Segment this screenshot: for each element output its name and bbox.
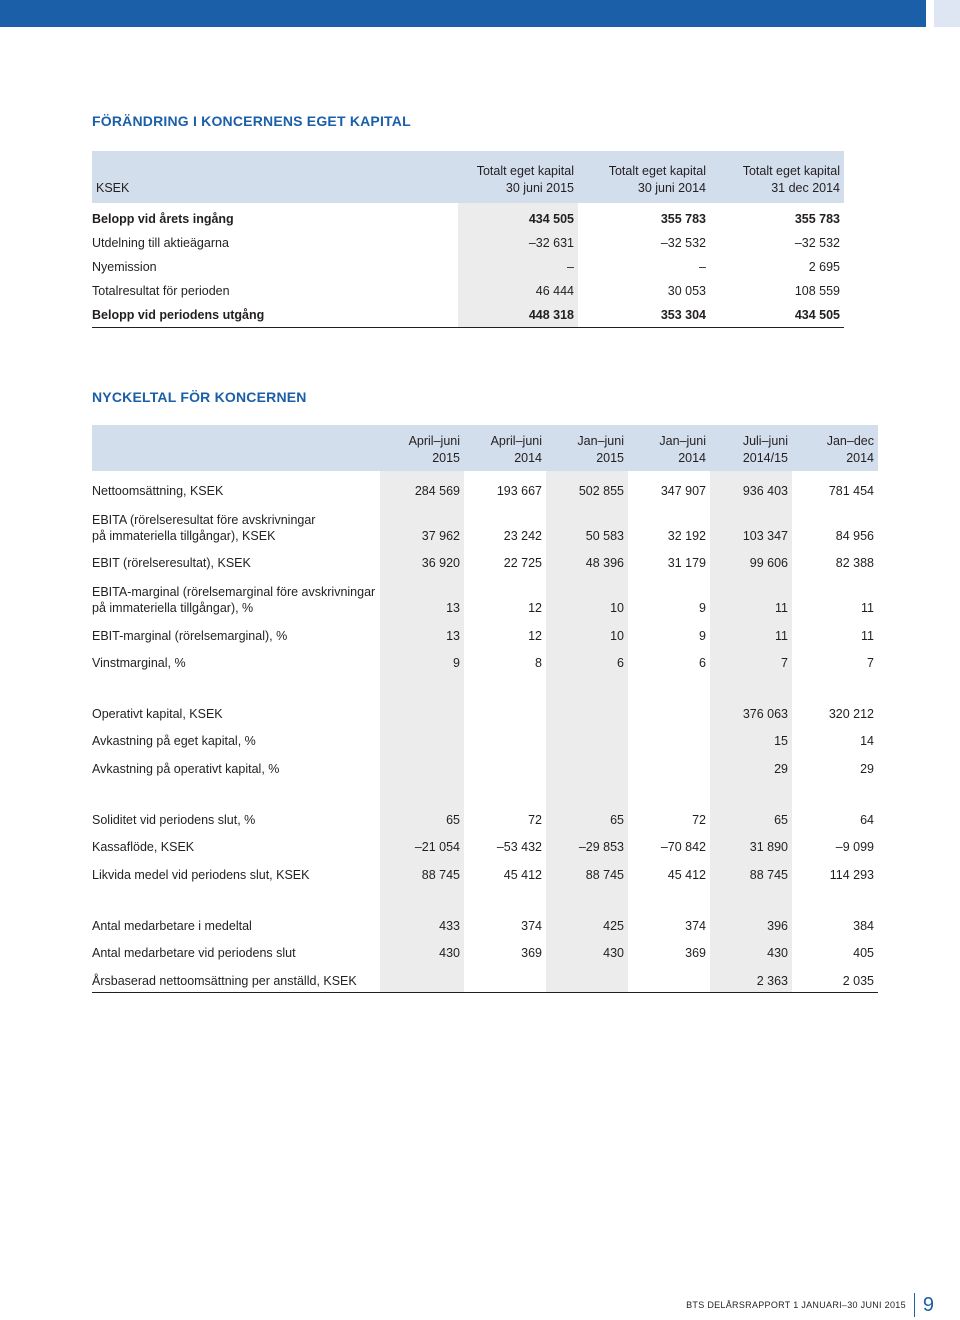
kpi-cell: 193 667	[496, 484, 542, 498]
kpi-cell: 65	[710, 804, 792, 831]
top-accent-bar	[0, 0, 926, 27]
kpi-cell: 396	[710, 910, 792, 937]
kpi-cell: 31 179	[667, 556, 706, 571]
kpi-cell: 9	[699, 601, 706, 616]
equity-cell: 30 053	[667, 284, 706, 298]
kpi-cell: –70 842	[660, 840, 706, 855]
kpi-cell: 29	[710, 752, 792, 779]
kpi-cell: 84 956	[835, 529, 874, 543]
kpi-cell	[380, 752, 464, 779]
kpi-cell: 2 035	[792, 964, 878, 992]
kpi-cell: 50 583	[546, 502, 628, 547]
kpi-cell: 11	[861, 628, 874, 643]
kpi-cell: 13	[380, 574, 464, 619]
kpi-col-header: Jan–juni 2015	[546, 425, 628, 471]
kpi-cell: 12	[528, 628, 542, 643]
equity-row	[92, 255, 844, 279]
kpi-col-header: April–juni 2015	[380, 425, 464, 471]
kpi-cell: 10	[546, 619, 628, 646]
kpi-cell: 11	[710, 619, 792, 646]
kpi-spacer-cell	[628, 674, 710, 698]
page-number: 9	[922, 1293, 934, 1316]
kpi-cell: 374	[521, 918, 542, 933]
kpi-spacer-row	[92, 780, 878, 804]
kpi-cell: 88 745	[380, 858, 464, 885]
kpi-cell: 65	[546, 804, 628, 831]
equity-cell: 108 559	[794, 284, 840, 298]
kpi-cell	[380, 964, 464, 992]
kpi-cell: 374	[685, 918, 706, 933]
kpi-spacer-cell	[792, 886, 878, 910]
kpi-row-label: Nettoomsättning, KSEK	[92, 484, 224, 498]
kpi-spacer-cell	[792, 780, 878, 804]
kpi-cell: 405	[853, 946, 874, 961]
kpi-cell: 433	[380, 910, 464, 937]
kpi-row-label: Antal medarbetare i medeltal	[92, 918, 252, 933]
equity-col-header: Totalt eget kapital 30 juni 2014	[578, 151, 710, 203]
equity-cell: 355 783	[660, 212, 706, 226]
kpi-cell	[546, 725, 628, 752]
kpi-cell: 32 192	[667, 529, 706, 543]
kpi-spacer-cell	[464, 780, 546, 804]
kpi-row-label: Soliditet vid periodens slut, %	[92, 813, 256, 828]
kpi-cell: 320 212	[828, 707, 874, 722]
kpi-cell	[464, 698, 546, 725]
equity-cell: –32 631	[458, 231, 578, 255]
kpi-cell: 13	[380, 619, 464, 646]
kpi-row-label: EBIT-marginal (rörelsemarginal), %	[92, 628, 288, 643]
equity-row-label: Nyemission	[92, 260, 157, 274]
kpi-spacer-cell	[710, 780, 792, 804]
kpi-cell	[464, 964, 546, 992]
kpi-cell: 22 725	[503, 556, 542, 571]
equity-row	[92, 203, 844, 231]
kpi-cell: 103 347	[710, 502, 792, 547]
kpi-row-label: Operativt kapital, KSEK	[92, 707, 223, 722]
equity-cell: 448 318	[458, 303, 578, 328]
kpi-cell: 6	[699, 655, 706, 670]
kpi-cell: 82 388	[835, 556, 874, 571]
equity-section-title: FÖRÄNDRING I KONCERNENS EGET KAPITAL	[92, 113, 411, 129]
kpi-cell: 48 396	[546, 547, 628, 574]
kpi-spacer-cell	[710, 674, 792, 698]
equity-row	[92, 303, 844, 328]
equity-cell: 355 783	[794, 212, 840, 226]
kpi-row	[92, 502, 878, 547]
kpi-cell: 347 907	[660, 484, 706, 498]
kpi-cell: 7	[710, 647, 792, 674]
kpi-row-label: EBIT (rörelseresultat), KSEK	[92, 556, 251, 571]
kpi-row	[92, 619, 878, 646]
top-accent-tab	[934, 0, 960, 27]
equity-cell: 46 444	[458, 279, 578, 303]
kpi-cell	[380, 725, 464, 752]
kpi-cell	[628, 752, 710, 779]
kpi-cell	[628, 964, 710, 992]
kpi-cell: 6	[546, 647, 628, 674]
kpi-spacer-cell	[628, 886, 710, 910]
kpi-section-title: NYCKELTAL FÖR KONCERNEN	[92, 389, 307, 405]
kpi-row-label: Likvida medel vid periodens slut, KSEK	[92, 867, 310, 882]
equity-header-row	[92, 151, 844, 203]
kpi-row-label: Avkastning på operativt kapital, %	[92, 761, 280, 776]
kpi-row	[92, 698, 878, 725]
kpi-row	[92, 647, 878, 674]
kpi-row	[92, 752, 878, 779]
kpi-cell	[628, 698, 710, 725]
kpi-row	[92, 964, 878, 992]
kpi-cell: 65	[380, 804, 464, 831]
kpi-cell: 936 403	[710, 471, 792, 502]
kpi-cell: 376 063	[710, 698, 792, 725]
kpi-col-header: April–juni 2014	[464, 425, 546, 471]
equity-col-header: Totalt eget kapital 31 dec 2014	[710, 151, 844, 203]
equity-cell: –32 532	[794, 236, 840, 250]
kpi-row	[92, 471, 878, 502]
kpi-cell: 430	[546, 937, 628, 964]
equity-col-header: Totalt eget kapital 30 juni 2015	[458, 151, 578, 203]
kpi-cell: 502 855	[546, 471, 628, 502]
kpi-col-header: Juli–juni 2014/15	[710, 425, 792, 471]
equity-table	[92, 151, 844, 328]
equity-row	[92, 231, 844, 255]
kpi-spacer-cell	[628, 780, 710, 804]
kpi-row-label: Antal medarbetare vid periodens slut	[92, 946, 296, 961]
equity-row-label: Utdelning till aktieägarna	[92, 236, 229, 250]
kpi-cell: –9 099	[835, 840, 874, 855]
kpi-spacer-row	[92, 886, 878, 910]
kpi-spacer-cell	[546, 780, 628, 804]
kpi-spacer-cell	[464, 886, 546, 910]
kpi-cell: 369	[521, 946, 542, 961]
kpi-cell	[464, 725, 546, 752]
kpi-cell: 36 920	[380, 547, 464, 574]
kpi-spacer-cell	[92, 780, 380, 804]
equity-cell: 434 505	[458, 203, 578, 231]
kpi-cell: 425	[546, 910, 628, 937]
kpi-cell: –29 853	[546, 831, 628, 858]
kpi-cell: 2 363	[710, 964, 792, 992]
kpi-row	[92, 910, 878, 937]
kpi-cell: 430	[710, 937, 792, 964]
kpi-cell: 384	[853, 918, 874, 933]
kpi-cell: 45 412	[503, 867, 542, 882]
kpi-cell: 72	[692, 813, 706, 828]
kpi-row-label: Avkastning på eget kapital, %	[92, 734, 256, 749]
kpi-row-label: Vinstmarginal, %	[92, 655, 186, 670]
kpi-spacer-cell	[710, 886, 792, 910]
kpi-cell: 7	[867, 655, 874, 670]
kpi-spacer-cell	[92, 886, 380, 910]
equity-unit-label: KSEK	[92, 151, 458, 203]
kpi-cell: 72	[528, 813, 542, 828]
equity-cell: 434 505	[710, 303, 844, 328]
kpi-cell: 284 569	[380, 471, 464, 502]
kpi-spacer-cell	[464, 674, 546, 698]
page-footer	[686, 1292, 934, 1318]
kpi-spacer-cell	[380, 780, 464, 804]
kpi-spacer-cell	[380, 886, 464, 910]
equity-cell: 2 695	[808, 260, 840, 274]
equity-cell: 353 304	[578, 303, 710, 328]
kpi-cell: 430	[380, 937, 464, 964]
kpi-cell: 31 890	[710, 831, 792, 858]
kpi-cell	[464, 752, 546, 779]
kpi-cell: 11	[710, 574, 792, 619]
kpi-cell: 64	[860, 813, 874, 828]
kpi-cell: 88 745	[546, 858, 628, 885]
kpi-cell: 114 293	[829, 867, 874, 882]
kpi-cell	[380, 698, 464, 725]
kpi-cell: 12	[528, 601, 542, 616]
kpi-spacer-cell	[92, 674, 380, 698]
kpi-table	[92, 425, 878, 993]
kpi-col-header: Jan–dec 2014	[792, 425, 878, 471]
kpi-row-label: EBITA (rörelseresultat före avskrivningar på immateriella tillgångar), KSEK	[92, 513, 316, 543]
kpi-row	[92, 725, 878, 752]
kpi-cell: 15	[710, 725, 792, 752]
kpi-row-label: Årsbaserad nettoomsättning per anställd, KSEK	[92, 964, 380, 992]
kpi-row-label: Kassaflöde, KSEK	[92, 840, 195, 855]
kpi-spacer-cell	[546, 674, 628, 698]
kpi-cell: 781 454	[828, 484, 874, 498]
kpi-col-header: Jan–juni 2014	[628, 425, 710, 471]
equity-row-label: Belopp vid periodens utgång	[92, 303, 458, 328]
equity-cell: –	[699, 260, 706, 274]
kpi-spacer-cell	[546, 886, 628, 910]
footer-report-title: BTS DELÅRSRAPPORT 1 JANUARI–30 JUNI 2015	[686, 1300, 906, 1310]
kpi-cell: 369	[685, 946, 706, 961]
equity-cell: –	[458, 255, 578, 279]
kpi-cell: 8	[535, 655, 542, 670]
equity-cell: –32 532	[660, 236, 706, 250]
kpi-header-row	[92, 425, 878, 471]
kpi-cell: 37 962	[380, 502, 464, 547]
equity-row-label: Totalresultat för perioden	[92, 284, 230, 298]
kpi-cell: 11	[861, 601, 874, 616]
kpi-cell: 29	[860, 761, 874, 776]
kpi-row	[92, 547, 878, 574]
kpi-row	[92, 937, 878, 964]
kpi-spacer-row	[92, 674, 878, 698]
kpi-cell: 9	[699, 628, 706, 643]
kpi-cell: 23 242	[503, 529, 542, 543]
kpi-cell: 45 412	[667, 867, 706, 882]
kpi-spacer-cell	[792, 674, 878, 698]
equity-row-label: Belopp vid årets ingång	[92, 212, 234, 226]
kpi-row	[92, 574, 878, 619]
kpi-cell	[546, 698, 628, 725]
kpi-row	[92, 804, 878, 831]
kpi-cell	[628, 725, 710, 752]
kpi-cell: 99 606	[710, 547, 792, 574]
kpi-cell: 10	[546, 574, 628, 619]
kpi-row-label: EBITA-marginal (rörelsemarginal före avskrivningar på immateriella tillgångar), %	[92, 585, 376, 616]
footer-divider	[914, 1293, 915, 1317]
kpi-cell: –21 054	[380, 831, 464, 858]
kpi-spacer-cell	[380, 674, 464, 698]
kpi-row	[92, 858, 878, 885]
kpi-row	[92, 831, 878, 858]
kpi-cell: 88 745	[710, 858, 792, 885]
kpi-cell: 9	[380, 647, 464, 674]
kpi-cell	[546, 752, 628, 779]
equity-row	[92, 279, 844, 303]
kpi-header-blank	[92, 425, 380, 471]
kpi-cell: 14	[860, 734, 874, 749]
kpi-cell: –53 432	[496, 840, 542, 855]
kpi-cell	[546, 964, 628, 992]
